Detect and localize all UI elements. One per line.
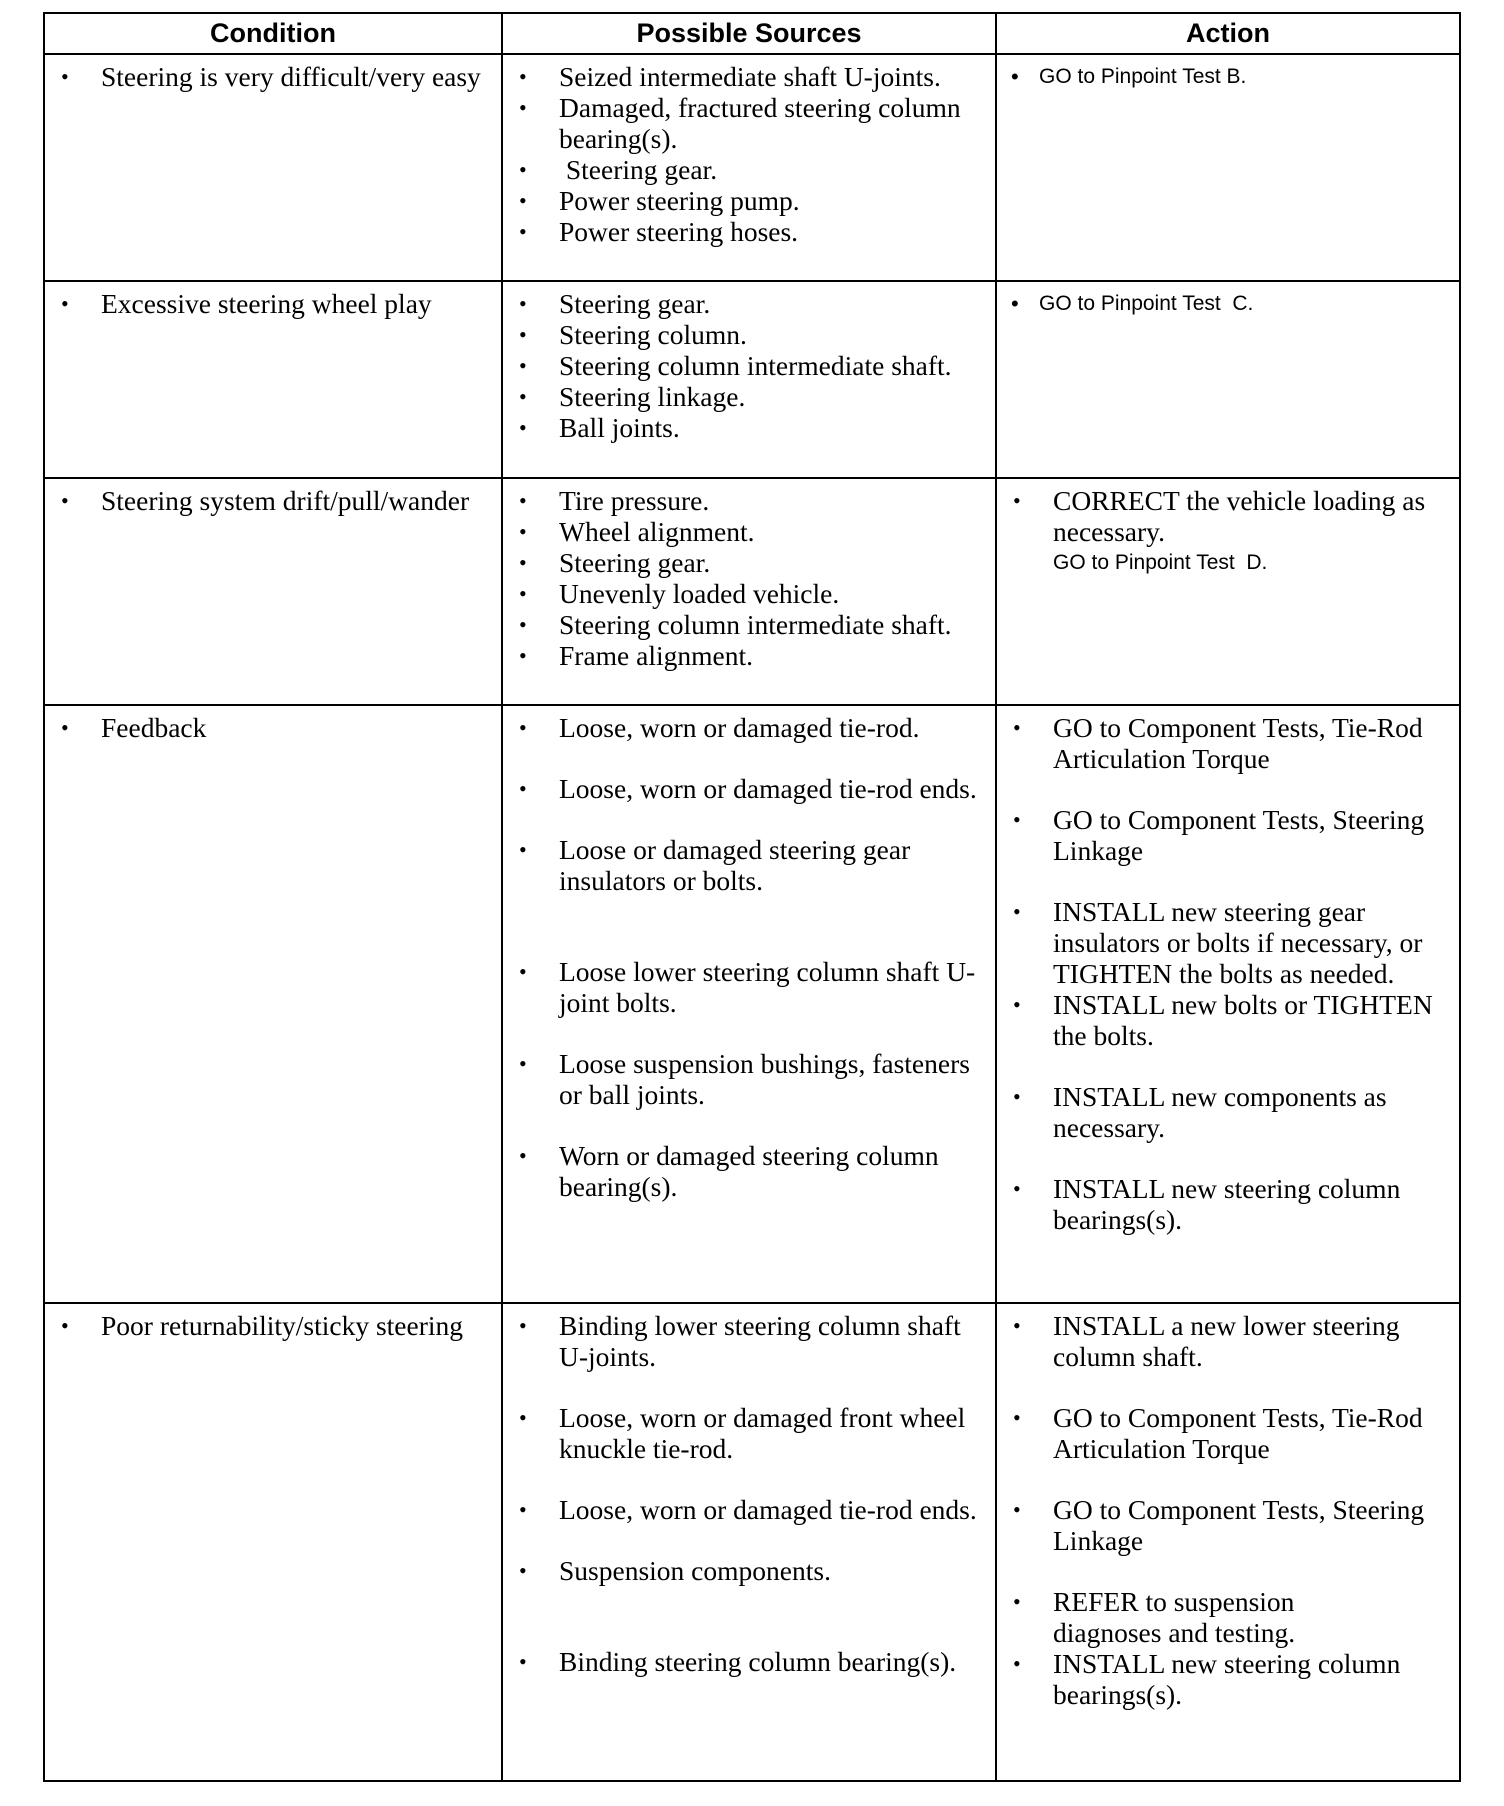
- bullet-icon: •: [519, 715, 527, 740]
- condition-item: • Feedback: [61, 712, 207, 743]
- sources-cell: [502, 1303, 996, 1781]
- source-item: • Steering column intermediate shaft.: [519, 609, 952, 640]
- source-item: • Ball joints.: [519, 412, 680, 443]
- action-item: • INSTALL new steering gear insulators or bolts if necessary, or TIGHTEN the bolts as needed.: [1013, 896, 1423, 989]
- sources-cell: [502, 478, 996, 705]
- table-row: [44, 1303, 1460, 1781]
- condition-cell: [44, 54, 502, 281]
- source-item: • Damaged, fractured steering column bearing(s).: [519, 92, 961, 154]
- source-item: • Steering column.: [519, 319, 747, 350]
- action-item: • GO to Component Tests, Tie-Rod Articulation Torque: [1013, 1402, 1423, 1464]
- condition-cell: [44, 478, 502, 705]
- bullet-icon: •: [519, 157, 527, 182]
- action-item: • GO to Component Tests, Steering Linkage: [1013, 1494, 1425, 1556]
- bullet-icon: •: [519, 384, 527, 409]
- sources-cell: [502, 281, 996, 478]
- source-item: • Worn or damaged steering column bearing(s).: [519, 1140, 939, 1202]
- header-condition: Condition: [44, 13, 502, 54]
- bullet-icon: •: [519, 612, 527, 637]
- source-item: • Loose suspension bushings, fasteners or ball joints.: [519, 1048, 970, 1110]
- action-cell: [996, 281, 1460, 478]
- action-item: • GO to Pinpoint Test C.: [997, 288, 1447, 319]
- source-item: • Loose, worn or damaged tie-rod ends.: [519, 1494, 977, 1525]
- condition-cell: [44, 281, 502, 478]
- bullet-icon: •: [519, 581, 527, 606]
- bullet-icon: •: [1011, 64, 1019, 89]
- bullet-icon: •: [1013, 1405, 1021, 1430]
- bullet-icon: •: [1013, 992, 1021, 1017]
- bullet-icon: •: [519, 488, 527, 513]
- action-item: • INSTALL new steering column bearings(s).: [1013, 1173, 1401, 1235]
- header-action: Action: [996, 13, 1460, 54]
- bullet-icon: •: [519, 291, 527, 316]
- condition-item: • Steering system drift/pull/wander: [61, 485, 470, 516]
- source-item: • Binding lower steering column shaft U-joints.: [519, 1310, 961, 1372]
- action-cell: [996, 1303, 1460, 1781]
- source-item: • Seized intermediate shaft U-joints.: [519, 61, 941, 92]
- bullet-icon: •: [519, 1143, 527, 1168]
- source-item: • Loose lower steering column shaft U-joint bolts.: [519, 956, 976, 1018]
- header-row: [44, 13, 1460, 54]
- bullet-icon: •: [1013, 1497, 1021, 1522]
- bullet-icon: •: [1013, 1313, 1021, 1338]
- table-row: [44, 478, 1460, 705]
- source-item: • Binding steering column bearing(s).: [519, 1646, 957, 1677]
- bullet-icon: •: [519, 353, 527, 378]
- action-item: • GO to Component Tests, Tie-Rod Articulation Torque: [1013, 712, 1423, 774]
- source-item: • Loose, worn or damaged tie-rod.: [519, 712, 920, 743]
- table-row: [44, 281, 1460, 478]
- bullet-icon: •: [1011, 291, 1019, 316]
- source-item: • Steering gear.: [519, 288, 711, 319]
- bullet-icon: •: [519, 643, 527, 668]
- action-cell: [996, 705, 1460, 1303]
- source-item: • Power steering pump.: [519, 185, 800, 216]
- bullet-icon: •: [61, 291, 69, 316]
- bullet-icon: •: [519, 776, 527, 801]
- table-row: [44, 54, 1460, 281]
- source-item: • Steering linkage.: [519, 381, 746, 412]
- action-cell: [996, 478, 1460, 705]
- bullet-icon: •: [519, 219, 527, 244]
- source-item: • Suspension components.: [519, 1555, 831, 1586]
- action-item: • GO to Component Tests, Steering Linkage: [1013, 804, 1425, 866]
- bullet-icon: •: [519, 1497, 527, 1522]
- action-item: • CORRECT the vehicle loading as necessary. GO to Pinpoint Test D.: [997, 485, 1447, 578]
- bullet-icon: •: [519, 322, 527, 347]
- bullet-icon: •: [1013, 1589, 1021, 1614]
- bullet-icon: •: [519, 1051, 527, 1076]
- source-item: • Loose, worn or damaged front wheel knuckle tie-rod.: [519, 1402, 966, 1464]
- bullet-icon: •: [1013, 1084, 1021, 1109]
- bullet-icon: •: [519, 95, 527, 120]
- source-item: • Loose, worn or damaged tie-rod ends.: [519, 773, 977, 804]
- action-item: • INSTALL a new lower steering column shaft.: [1013, 1310, 1400, 1372]
- bullet-icon: •: [1013, 1176, 1021, 1201]
- diagnosis-table: [43, 12, 1461, 1782]
- bullet-icon: •: [1013, 715, 1021, 740]
- condition-item: • Steering is very difficult/very easy: [61, 61, 481, 92]
- condition-cell: [44, 705, 502, 1303]
- table-row: [44, 705, 1460, 1303]
- bullet-icon: •: [519, 837, 527, 862]
- bullet-icon: •: [1013, 899, 1021, 924]
- action-item: • GO to Pinpoint Test B.: [997, 61, 1447, 92]
- condition-item: • Excessive steering wheel play: [61, 288, 432, 319]
- bullet-icon: •: [519, 415, 527, 440]
- source-item: • Steering gear.: [519, 547, 711, 578]
- action-subtext: GO to Pinpoint Test D.: [1053, 551, 1268, 574]
- bullet-icon: •: [519, 1313, 527, 1338]
- condition-item: • Poor returnability/sticky steering: [61, 1310, 464, 1341]
- source-item: • Power steering hoses.: [519, 216, 799, 247]
- source-item: • Frame alignment.: [519, 640, 753, 671]
- action-cell: [996, 54, 1460, 281]
- bullet-icon: •: [519, 959, 527, 984]
- bullet-icon: •: [519, 1405, 527, 1430]
- source-item: • Tire pressure.: [519, 485, 710, 516]
- sources-cell: [502, 705, 996, 1303]
- action-item: • INSTALL new steering column bearings(s).: [1013, 1648, 1401, 1710]
- bullet-icon: •: [61, 1313, 69, 1338]
- condition-cell: [44, 1303, 502, 1781]
- action-item: • INSTALL new bolts or TIGHTEN the bolts.: [1013, 989, 1433, 1051]
- bullet-icon: •: [519, 1558, 527, 1583]
- bullet-icon: •: [61, 488, 69, 513]
- source-item: • Steering column intermediate shaft.: [519, 350, 952, 381]
- source-item: • Loose or damaged steering gear insulators or bolts.: [519, 834, 911, 896]
- bullet-icon: •: [519, 519, 527, 544]
- source-item: • Steering gear.: [519, 154, 718, 185]
- bullet-icon: •: [1013, 488, 1021, 513]
- bullet-icon: •: [61, 64, 69, 89]
- bullet-icon: •: [519, 64, 527, 89]
- header-possible-sources: Possible Sources: [502, 13, 996, 54]
- bullet-icon: •: [519, 1649, 527, 1674]
- bullet-icon: •: [519, 550, 527, 575]
- sources-cell: [502, 54, 996, 281]
- bullet-icon: •: [519, 188, 527, 213]
- source-item: • Unevenly loaded vehicle.: [519, 578, 840, 609]
- source-item: • Wheel alignment.: [519, 516, 755, 547]
- action-item: • INSTALL new components as necessary.: [1013, 1081, 1387, 1143]
- bullet-icon: •: [61, 715, 69, 740]
- bullet-icon: •: [1013, 807, 1021, 832]
- action-item: • REFER to suspension diagnoses and testing.: [1013, 1586, 1296, 1648]
- bullet-icon: •: [1013, 1651, 1021, 1676]
